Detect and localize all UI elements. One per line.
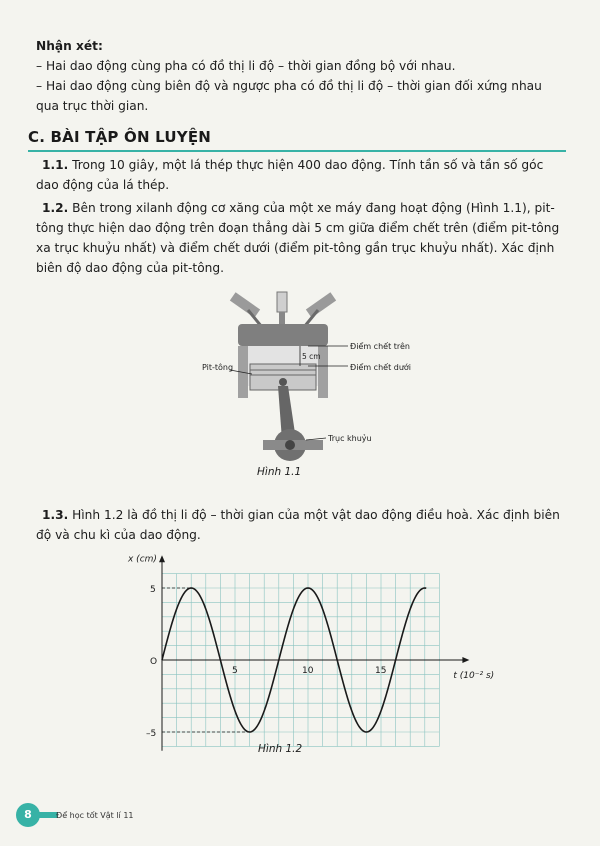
footer-page-badge bbox=[16, 803, 40, 827]
x-axis-arrow bbox=[462, 657, 469, 663]
y-tick-label-5: 5 bbox=[150, 585, 156, 595]
crankshaft bbox=[263, 429, 323, 461]
label-bottom-dead: Điểm chết dưới bbox=[350, 363, 412, 372]
x-tick-label-5: 5 bbox=[232, 666, 238, 676]
y-axis-arrow bbox=[159, 555, 165, 562]
figure2-caption: Hình 1.2 bbox=[258, 743, 303, 755]
exercise-1-1 bbox=[36, 155, 566, 195]
exercise-number: 1.2. bbox=[42, 201, 69, 215]
exercise-number: 1.1. bbox=[42, 158, 69, 172]
exercise-number: 1.3. bbox=[42, 508, 69, 522]
crankshaft-leader bbox=[306, 438, 326, 440]
remarks-title: Nhận xét: bbox=[36, 39, 103, 53]
footer-bar bbox=[38, 812, 58, 818]
section-heading: C. BÀI TẬP ÔN LUYỆN bbox=[28, 128, 212, 146]
footer-book-title: Để học tốt Vật lí 11 bbox=[56, 811, 134, 820]
spark-plug bbox=[277, 292, 287, 324]
remarks bbox=[36, 36, 566, 116]
label-crankshaft: Trục khuỷu bbox=[328, 434, 372, 443]
label-top-dead: Điểm chết trên bbox=[350, 342, 410, 351]
y-tick-label-minus-5: –5 bbox=[146, 729, 157, 739]
x-tick-label-15: 15 bbox=[375, 666, 387, 676]
engine-figure bbox=[202, 290, 428, 480]
exercise-text: Bên trong xilanh động cơ xăng của một xe máy đang hoạt động (Hình 1.1), pit-tông thực hiện dao động trên đoạn thẳng dài 5 cm giữa điểm chết trên (điểm pit-tông xa trục khuỷu nhất) và điểm chết dưới (điểm pit-tông gần trục khuỷu nhất). Xác định biên độ dao động của pit-tông. bbox=[36, 201, 560, 275]
remarks-line-2: – Hai dao động cùng biên độ và ngược pha có đồ thị li độ – thời gian đối xứng nhau qua trục thời gian. bbox=[36, 79, 542, 113]
cylinder-head bbox=[238, 324, 328, 346]
origin-label: O bbox=[150, 657, 158, 667]
exercise-1-3 bbox=[36, 505, 566, 545]
label-distance: 5 cm bbox=[302, 352, 321, 361]
label-piston: Pit-tông bbox=[202, 363, 234, 372]
x-axis-label: t (10⁻² s) bbox=[453, 671, 495, 681]
heading-underline bbox=[28, 150, 566, 152]
exercise-1-2 bbox=[36, 198, 566, 278]
exercise-text: Trong 10 giây, một lá thép thực hiện 400 dao động. Tính tần số và tần số góc dao động của lá thép. bbox=[36, 158, 544, 192]
x-tick-label-10: 10 bbox=[302, 666, 314, 676]
displacement-curve bbox=[162, 588, 426, 732]
page-number: 8 bbox=[24, 808, 32, 821]
exercise-text: Hình 1.2 là đồ thị li độ – thời gian của một vật dao động điều hoà. Xác định biên độ và chu kì của dao động. bbox=[36, 508, 560, 542]
y-axis-label: x (cm) bbox=[128, 554, 157, 565]
figure1-caption: Hình 1.1 bbox=[257, 466, 302, 478]
chart-grid bbox=[162, 574, 439, 747]
remarks-line-1: – Hai dao động cùng pha có đồ thị li độ – thời gian đồng bộ với nhau. bbox=[36, 59, 456, 73]
